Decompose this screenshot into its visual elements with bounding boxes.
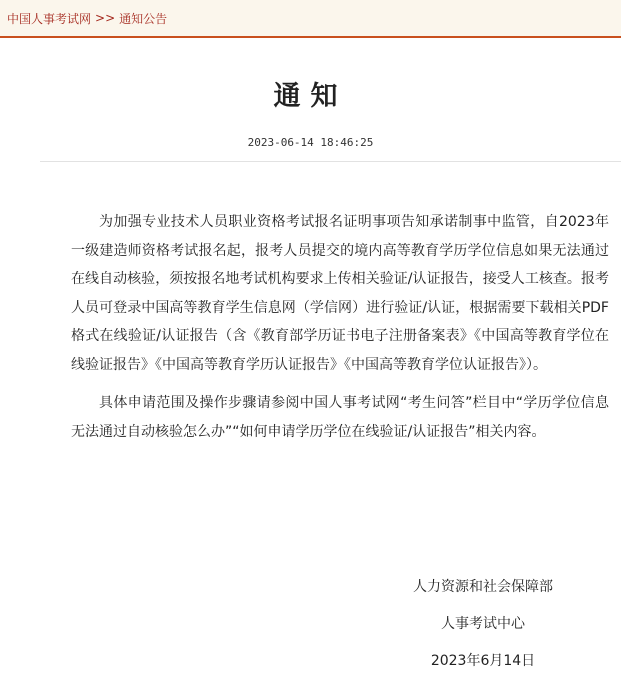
notice-body — [71, 208, 609, 456]
title-divider — [40, 161, 621, 162]
publish-datetime: 2023-06-14 18:46:25 — [247, 136, 374, 149]
signature-org-center: 人事考试中心 — [441, 616, 525, 632]
breadcrumb — [0, 0, 621, 38]
notice-paragraph: 为加强专业技术人员职业资格考试报名证明事项告知承诺制事中监管，自2023年一级建造师资格考试报名起，报考人员提交的境内高等教育学历学位信息如果无法通过在线自动核验，须按报名地考试机构要求上传相关验证/认证报告，接受人工核查。报考人员可登录中国高等教育学生信息网（学信网）进行验证/认证，根据需要下载相关PDF格式在线验证/认证报告（含《教育部学历证书电子注册备案表》《中国高等教育学位在线验证报告》《中国高等教育学历认证报告》《中国高等教育学位认证报告》）。 — [71, 214, 609, 373]
breadcrumb-separator: >> — [95, 11, 116, 25]
signature-date: 2023年6月14日 — [430, 653, 536, 669]
signature-org-ministry: 人力资源和社会保障部 — [413, 579, 553, 595]
page-title: 通知 — [273, 81, 348, 112]
breadcrumb-current-link[interactable]: 通知公告 — [119, 11, 168, 26]
signature-block — [373, 569, 593, 680]
breadcrumb-home-link[interactable]: 中国人事考试网 — [7, 11, 92, 26]
notice-paragraph: 具体申请范围及操作步骤请参阅中国人事考试网“考生问答”栏目中“学历学位信息无法通过自动核验怎么办”“如何申请学历学位在线验证/认证报告”相关内容。 — [71, 395, 609, 440]
